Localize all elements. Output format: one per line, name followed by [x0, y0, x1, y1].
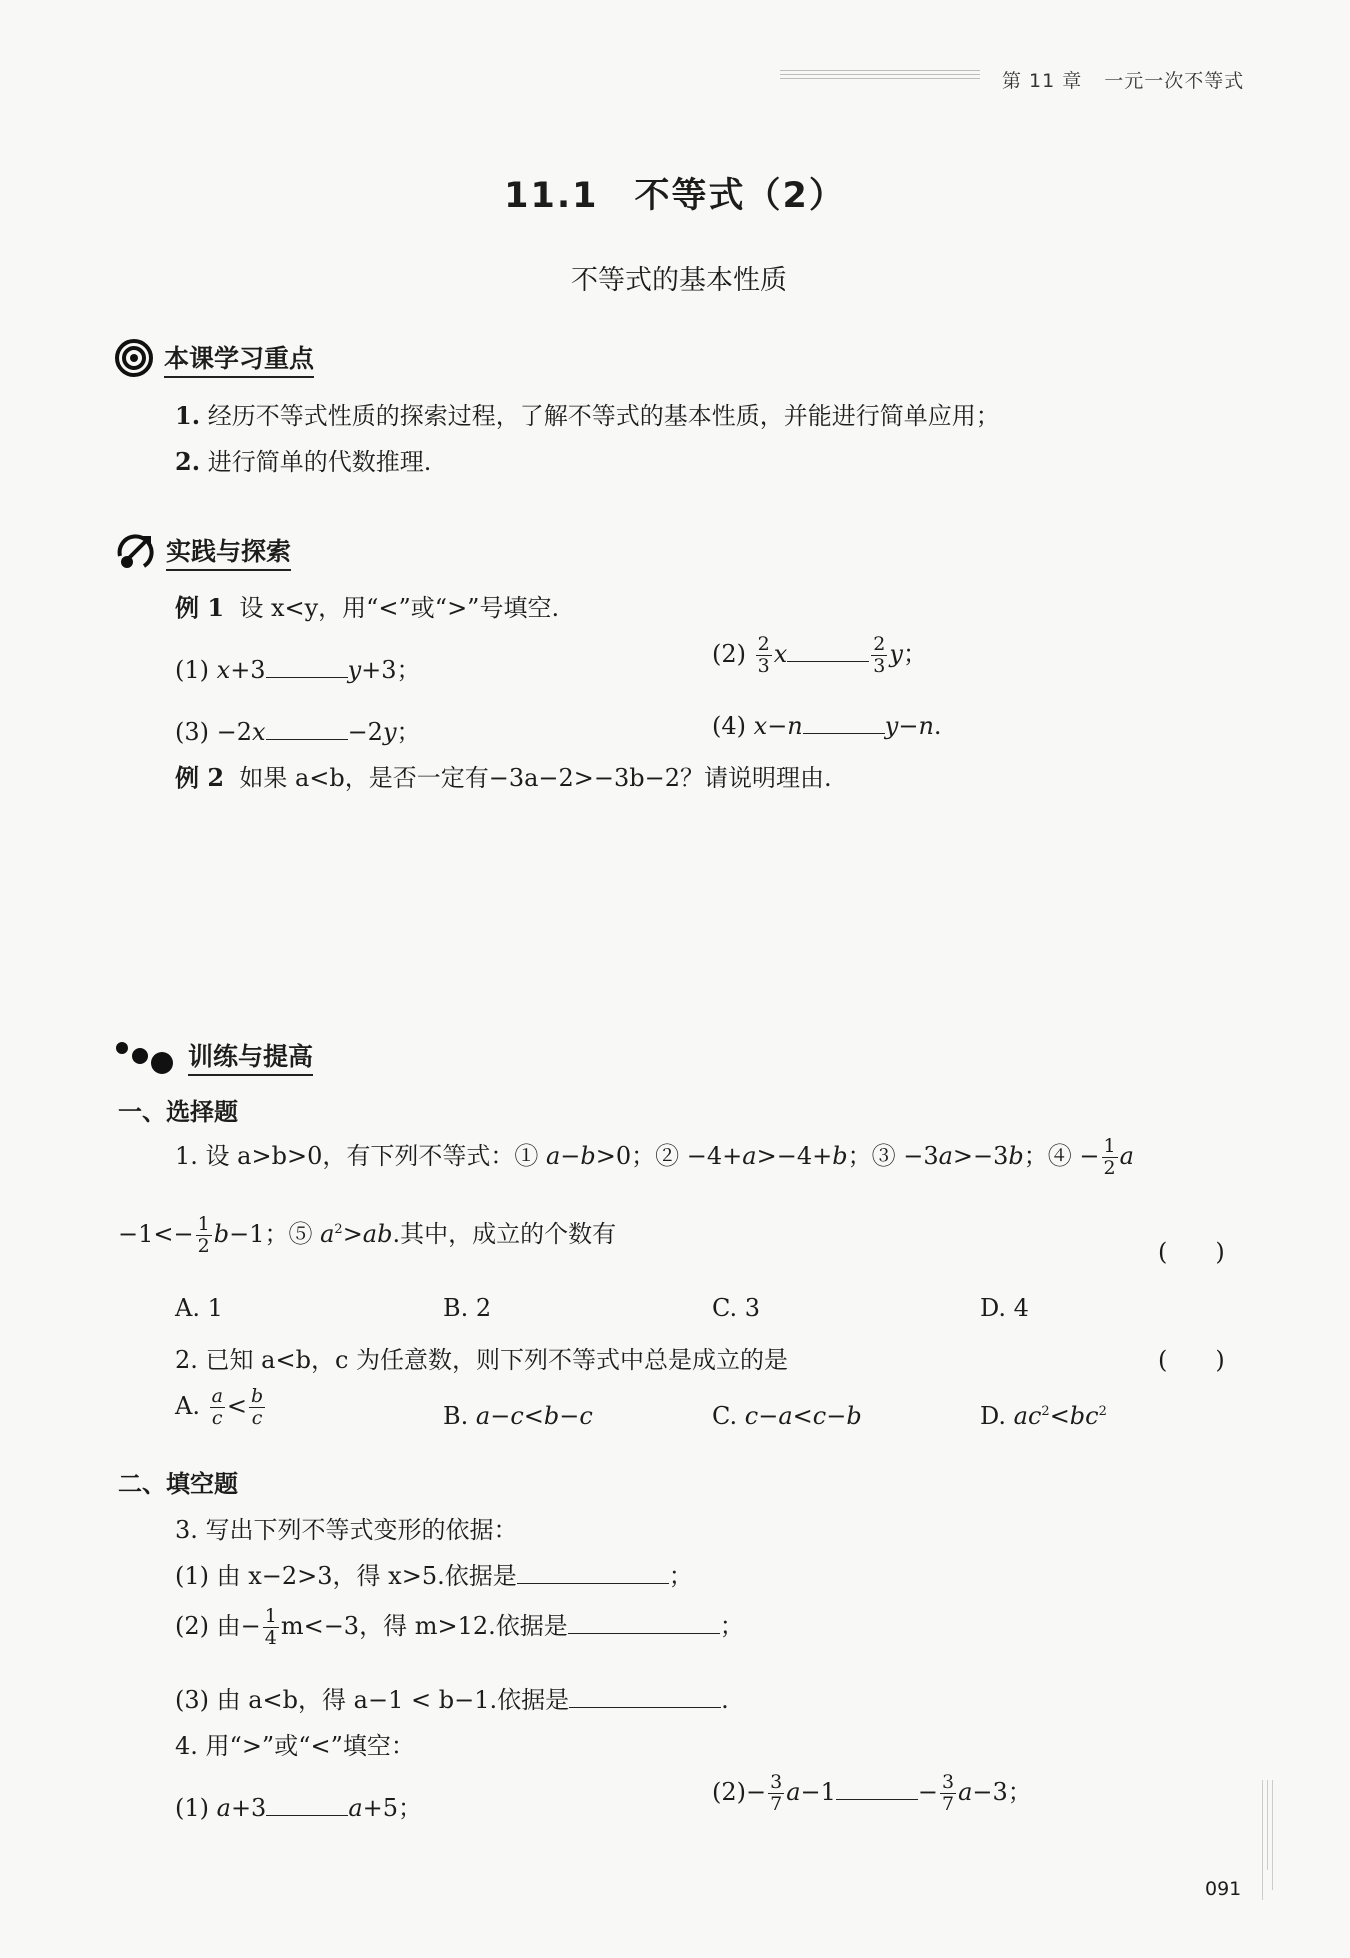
- focus-item-text: 经历不等式性质的探索过程，了解不等式的基本性质，并能进行简单应用；: [207, 402, 1000, 430]
- page-number: 091: [1205, 1878, 1242, 1900]
- question-1-tail: 其中，成立的个数有: [400, 1220, 617, 1248]
- question-1-line-1: 1. 设 a>b>0，有下列不等式：① a−b>0；② −4+a>−4+b；③ −3a>−3b；④ − $\frac{1}{2}$ a: [175, 1135, 1134, 1179]
- question-2-text: 已知 a<b，c 为任意数，则下列不等式中总是成立的是: [205, 1346, 789, 1374]
- running-header: [1002, 66, 1244, 93]
- option-b[interactable]: B. a−c<b−c: [443, 1402, 593, 1430]
- question-1-intro: 设 a>b>0，有下列不等式：: [205, 1142, 515, 1170]
- lesson-number: 11.1: [504, 176, 599, 216]
- question-number: 3.: [175, 1516, 198, 1544]
- question-4-text: 用“>”或“<”填空：: [205, 1732, 415, 1760]
- answer-blank[interactable]: [568, 1632, 720, 1634]
- option-c[interactable]: C. 3: [712, 1294, 761, 1322]
- question-4-part-2: (2)− $\frac{3}{7}$ a−1 − $\frac{3}{7}$ a−3；: [712, 1771, 1032, 1815]
- section-fill-in: 二、填空题: [118, 1470, 238, 1498]
- part-text: (2) 由−: [175, 1612, 261, 1640]
- section-multiple-choice: 一、选择题: [118, 1098, 238, 1126]
- fraction: $\frac{1}{4}$: [264, 1605, 277, 1649]
- example-1-part-3: (3) −2x −2y；: [175, 718, 421, 746]
- arrow-target-icon: [114, 530, 156, 572]
- question-3-part-2: (2) 由− $\frac{1}{4}$ m<−3，得 m>12.依据是 ；: [175, 1605, 744, 1649]
- chapter-title: 一元一次不等式: [1104, 70, 1245, 92]
- question-number: 1.: [175, 1142, 198, 1170]
- question-3-part-1: (1) 由 x−2>3，得 x>5.依据是 ；: [175, 1562, 693, 1590]
- part-text: m<−3，得 m>12.依据是: [280, 1612, 568, 1640]
- question-number: 4.: [175, 1732, 198, 1760]
- example-1: [175, 588, 559, 623]
- dots-icon: [114, 1036, 178, 1076]
- page-edge-lines: [1262, 1780, 1276, 1900]
- fraction: $\frac{3}{7}$: [770, 1771, 783, 1815]
- example-1-part-4: (4) x−n y−n.: [712, 712, 942, 740]
- focus-heading: [114, 338, 314, 378]
- practice-heading: [114, 530, 291, 572]
- focus-item-1: [175, 396, 1000, 431]
- question-3: [175, 1510, 518, 1545]
- fraction: $\frac{2}{3}$: [873, 633, 886, 677]
- question-1-line-2: −1<− $\frac{1}{2}$ b−1；⑤ $a^2>ab$.其中，成立的个数有: [118, 1213, 617, 1257]
- answer-blank[interactable]: [787, 660, 869, 662]
- part-text: (3) 由 a<b，得 a−1 < b−1.依据是: [175, 1686, 570, 1714]
- question-3-part-3: (3) 由 a<b，得 a−1 < b−1.依据是 .: [175, 1686, 729, 1714]
- question-4-part-1: (1) a+3 a+5；: [175, 1794, 423, 1822]
- answer-blank[interactable]: [266, 676, 348, 678]
- focus-item-text: 进行简单的代数推理.: [207, 448, 432, 476]
- fraction: $\frac{1}{2}$: [1103, 1135, 1116, 1179]
- option-d[interactable]: D. 4: [980, 1294, 1029, 1322]
- option-c[interactable]: C. c−a<c−b: [712, 1402, 862, 1430]
- fraction: $\frac{2}{3}$: [757, 633, 770, 677]
- answer-blank[interactable]: [517, 1582, 669, 1584]
- example-2: [175, 758, 832, 793]
- focus-item-2: [175, 442, 431, 477]
- training-heading: [114, 1036, 313, 1076]
- answer-paren[interactable]: ( ): [1158, 1238, 1225, 1266]
- lesson-subtitle: 不等式的基本性质: [571, 265, 787, 296]
- answer-paren[interactable]: ( ): [1158, 1346, 1225, 1374]
- option-a[interactable]: A. 1: [175, 1294, 223, 1322]
- example-1-part-2: (2) $\frac{2}{3}$ x $\frac{2}{3}$ y；: [712, 633, 927, 677]
- chapter-number: 第 11 章: [1002, 70, 1083, 92]
- part-label: (2): [712, 640, 746, 668]
- part-label: (3): [175, 718, 209, 746]
- option-a[interactable]: A. $\frac{a}{c}$ < $\frac{b}{c}$: [175, 1385, 264, 1429]
- target-icon: [114, 338, 154, 378]
- answer-blank[interactable]: [266, 1814, 348, 1816]
- lesson-title: [0, 168, 1350, 218]
- example-1-part-1: (1) x+3 y+3；: [175, 656, 421, 684]
- practice-heading-label: 实践与探索: [166, 532, 291, 571]
- option-b[interactable]: B. 2: [443, 1294, 492, 1322]
- answer-blank[interactable]: [569, 1706, 721, 1708]
- part-text: (1) 由 x−2>3，得 x>5.依据是: [175, 1562, 517, 1590]
- focus-item-number: 2.: [175, 447, 201, 476]
- lesson-name: 不等式（2）: [634, 176, 846, 216]
- answer-blank[interactable]: [266, 738, 348, 740]
- fraction: $\frac{3}{7}$: [942, 1771, 955, 1815]
- part-label: (4): [712, 712, 746, 740]
- answer-blank[interactable]: [836, 1798, 918, 1800]
- header-rule: [780, 70, 980, 90]
- fraction: $\frac{1}{2}$: [197, 1213, 210, 1257]
- example-1-text: 设 x<y，用“<”或“>”号填空.: [239, 594, 560, 622]
- example-2-text: 如果 a<b，是否一定有−3a−2>−3b−2？请说明理由.: [239, 764, 832, 792]
- question-number: 2.: [175, 1346, 198, 1374]
- part-label: (1): [175, 656, 209, 684]
- focus-heading-label: 本课学习重点: [164, 339, 314, 378]
- training-heading-label: 训练与提高: [188, 1037, 313, 1076]
- question-4: [175, 1726, 415, 1761]
- question-2: [175, 1340, 788, 1375]
- focus-item-number: 1.: [175, 401, 201, 430]
- fraction: $\frac{a}{c}$: [211, 1385, 223, 1429]
- example-2-label: 例 2: [175, 763, 225, 792]
- answer-blank[interactable]: [803, 732, 885, 734]
- option-d[interactable]: D. $ac^2<bc^2$: [980, 1402, 1107, 1430]
- fraction: $\frac{b}{c}$: [251, 1385, 264, 1429]
- question-3-text: 写出下列不等式变形的依据：: [205, 1516, 518, 1544]
- example-1-label: 例 1: [175, 593, 225, 622]
